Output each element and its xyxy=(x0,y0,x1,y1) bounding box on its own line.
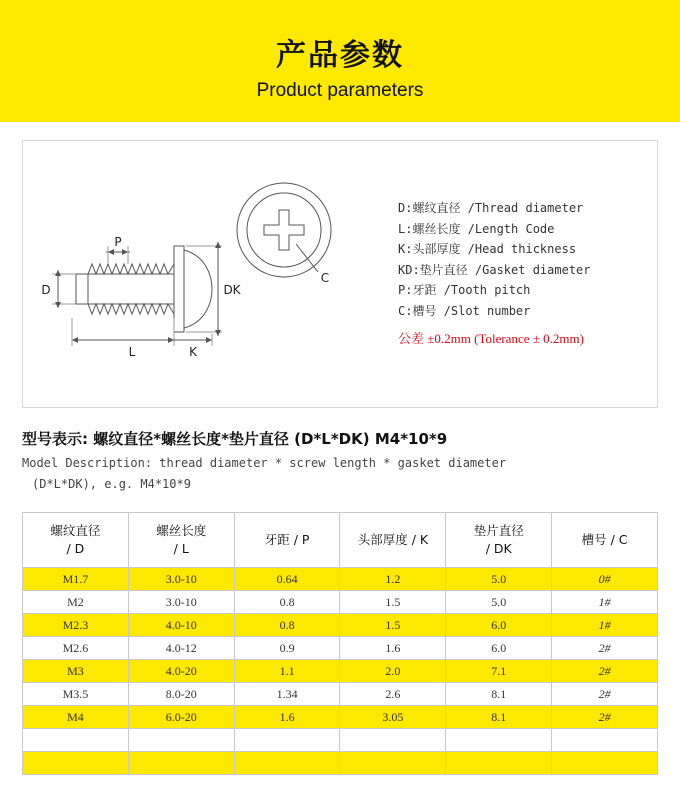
label-l: L xyxy=(128,345,136,359)
table-row xyxy=(23,591,658,614)
table-cell: 0.8 xyxy=(234,614,340,637)
table-cell xyxy=(23,729,129,752)
table-row xyxy=(23,614,658,637)
table-cell: 0.64 xyxy=(234,568,340,591)
col-header-thread-diameter: 螺纹直径 / D xyxy=(23,513,129,568)
model-description xyxy=(22,453,658,495)
table-cell: 4.0-12 xyxy=(128,637,234,660)
col-header-slot: 槽号 / C xyxy=(552,513,658,568)
table-cell: 4.0-20 xyxy=(128,660,234,683)
page-title: 产品参数 xyxy=(276,38,404,73)
table-cell xyxy=(552,729,658,752)
model-desc-line: (D*L*DK), e.g. M4*10*9 xyxy=(32,477,191,491)
table-cell: M2.3 xyxy=(23,614,129,637)
table-cell: 6.0-20 xyxy=(128,706,234,729)
table-cell: M3 xyxy=(23,660,129,683)
table-cell: M1.7 xyxy=(23,568,129,591)
col-header-gasket-diameter: 垫片直径 / DK xyxy=(446,513,552,568)
table-cell: M2 xyxy=(23,591,129,614)
label-d: D xyxy=(41,283,51,297)
model-title: 型号表示: 螺纹直径*螺丝长度*垫片直径 (D*L*DK) M4*10*9 xyxy=(22,430,448,448)
table-cell: 5.0 xyxy=(446,591,552,614)
table-cell: M2.6 xyxy=(23,637,129,660)
label-p: P xyxy=(114,235,122,249)
legend-item: D:螺纹直径 /Thread diameter xyxy=(398,201,584,215)
table-cell: 6.0 xyxy=(446,614,552,637)
table-cell: 8.1 xyxy=(446,683,552,706)
parameter-table xyxy=(22,512,658,775)
table-row xyxy=(23,637,658,660)
table-cell xyxy=(340,752,446,775)
table-cell: 2# xyxy=(552,706,658,729)
table-cell: 1.34 xyxy=(234,683,340,706)
table-cell: 3.0-10 xyxy=(128,591,234,614)
table-cell xyxy=(340,729,446,752)
table-cell xyxy=(446,752,552,775)
label-k: K xyxy=(189,345,197,359)
table-cell xyxy=(234,752,340,775)
legend-item: K:头部厚度 /Head thickness xyxy=(398,242,577,257)
table-cell: 0# xyxy=(552,568,658,591)
legend-item: L:螺丝长度 /Length Code xyxy=(398,221,555,236)
table-cell: 3.05 xyxy=(340,706,446,729)
header-banner xyxy=(0,0,680,122)
table-cell: 2# xyxy=(552,660,658,683)
table-cell: 1.6 xyxy=(340,637,446,660)
table-cell: 0.9 xyxy=(234,637,340,660)
table-cell: 2.6 xyxy=(340,683,446,706)
table-row xyxy=(23,706,658,729)
table-row xyxy=(23,660,658,683)
col-header-screw-length: 螺丝长度 / L xyxy=(128,513,234,568)
page-subtitle: Product parameters xyxy=(256,80,424,101)
table-cell xyxy=(23,752,129,775)
table-cell xyxy=(446,729,552,752)
table-cell: 1# xyxy=(552,614,658,637)
table-cell: 1.1 xyxy=(234,660,340,683)
table-cell xyxy=(234,729,340,752)
model-desc-line: Model Description: thread diameter * screw length * gasket diameter xyxy=(22,456,507,470)
col-header-pitch: 牙距 / P xyxy=(234,513,340,568)
table-cell: 6.0 xyxy=(446,637,552,660)
col-header-head-thickness: 头部厚度 / K xyxy=(340,513,446,568)
table-cell: 2# xyxy=(552,683,658,706)
table-cell: M4 xyxy=(23,706,129,729)
label-dk: DK xyxy=(223,283,241,297)
table-cell: M3.5 xyxy=(23,683,129,706)
legend-item: KD:垫片直径 /Gasket diameter xyxy=(398,262,591,277)
table-cell: 2# xyxy=(552,637,658,660)
table-row xyxy=(23,752,658,775)
table-cell: 1.5 xyxy=(340,614,446,637)
table-cell xyxy=(552,752,658,775)
table-cell: 8.1 xyxy=(446,706,552,729)
table-cell: 7.1 xyxy=(446,660,552,683)
tolerance-note: 公差 ±0.2mm (Tolerance ± 0.2mm) xyxy=(398,331,584,346)
table-cell xyxy=(128,752,234,775)
table-cell: 1.5 xyxy=(340,591,446,614)
table-cell: 1.6 xyxy=(234,706,340,729)
table-cell: 3.0-10 xyxy=(128,568,234,591)
table-row xyxy=(23,729,658,752)
table-cell: 2.0 xyxy=(340,660,446,683)
table-cell: 0.8 xyxy=(234,591,340,614)
table-cell: 1# xyxy=(552,591,658,614)
table-cell: 1.2 xyxy=(340,568,446,591)
diagram-legend xyxy=(398,198,591,322)
table-cell: 8.0-20 xyxy=(128,683,234,706)
table-header-row xyxy=(23,513,658,568)
legend-item: C:槽号 /Slot number xyxy=(398,303,531,318)
table-cell: 4.0-10 xyxy=(128,614,234,637)
table-row xyxy=(23,568,658,591)
table-row xyxy=(23,683,658,706)
legend-item: P:牙距 /Tooth pitch xyxy=(398,283,531,298)
table-cell: 5.0 xyxy=(446,568,552,591)
label-c: C xyxy=(320,271,330,285)
table-cell xyxy=(128,729,234,752)
